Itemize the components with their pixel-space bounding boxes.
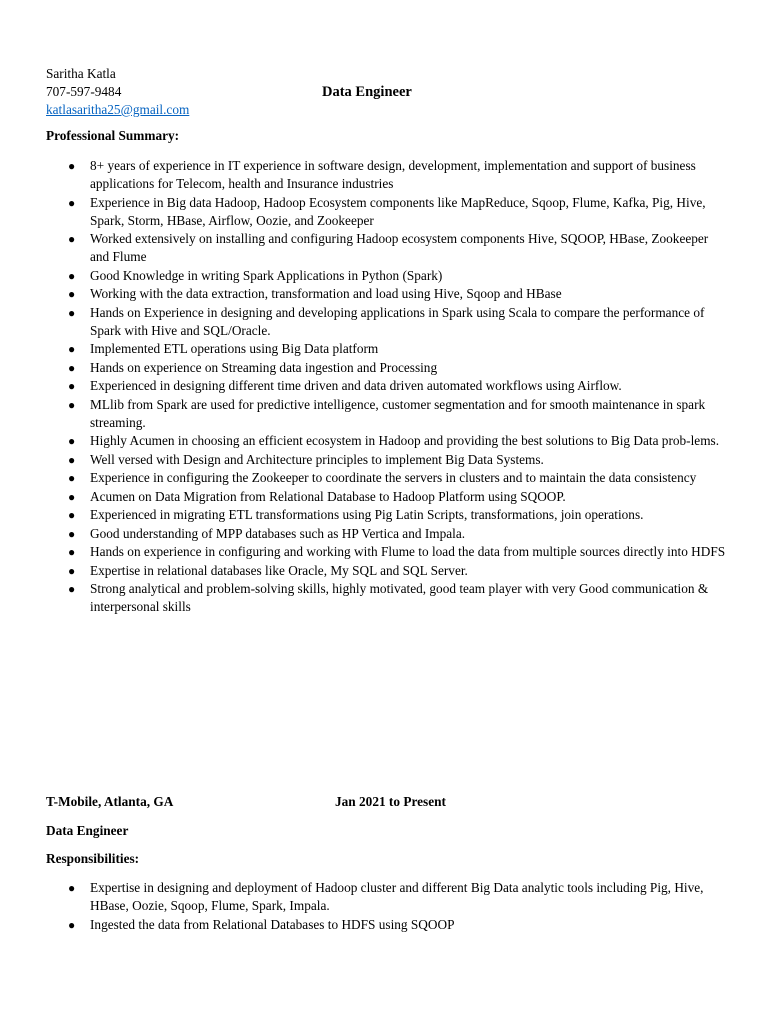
bullet-icon: ● (68, 379, 76, 393)
list-item: ● MLlib from Spark are used for predictive intelligence, customer segmentation and for smooth maintenance in spark streaming. (68, 396, 706, 430)
list-item: ● 8+ years of experience in IT experience in software design, development, implementation and support of business applications for Telecom, health and Insurance industries (68, 158, 696, 191)
list-item: ● Experienced in designing different time driven and data driven automated workflows using Airflow. (68, 378, 622, 393)
job-dates: Jan 2021 to Present (335, 794, 446, 809)
list-item: ● Expertise in designing and deployment of Hadoop cluster and different Big Data analytic tools including Pig, Hive, HBase, Oozie, Sqoop, Flume, Spark, Impala. (68, 880, 704, 913)
bullet-icon: ● (68, 545, 76, 559)
list-item: ● Hands on Experience in designing and developing applications in Spark using Scala to compare the performance of Spark with Hive and SQL/Oracle. (68, 304, 705, 338)
list-item: ● Good understanding of MPP databases such as HP Vertica and Impala. (68, 525, 466, 541)
bullet-icon: ● (68, 471, 76, 485)
bullet-icon: ● (68, 305, 76, 320)
list-item: ● Good Knowledge in writing Spark Applications in Python (Spark) (68, 267, 443, 283)
bullet-icon: ● (68, 268, 76, 283)
contact-email-link[interactable]: katlasaritha25@gmail.com (46, 102, 190, 117)
bullet-icon: ● (68, 881, 76, 895)
responsibilities-heading: Responsibilities: (46, 851, 140, 866)
bullet-icon: ● (68, 917, 76, 932)
summary-heading: Professional Summary: (46, 128, 180, 143)
responsibilities-list (46, 879, 726, 934)
bullet-icon: ● (68, 563, 76, 578)
list-item: ● Ingested the data from Relational Databases to HDFS using SQOOP (68, 916, 455, 932)
bullet-icon: ● (68, 195, 76, 210)
list-item: ● Acumen on Data Migration from Relational Database to Hadoop Platform using SQOOP. (68, 488, 566, 504)
list-item: ● Experience in configuring the Zookeeper to coordinate the servers in clusters and to maintain the data consistency (68, 470, 697, 485)
list-item: ● Well versed with Design and Architecture principles to implement Big Data Systems. (68, 451, 544, 467)
job-role: Data Engineer (46, 823, 129, 838)
list-item: ● Expertise in relational databases like Oracle, My SQL and SQL Server. (68, 562, 468, 578)
summary-list (46, 157, 726, 617)
bullet-icon: ● (68, 508, 76, 522)
list-item: ● Strong analytical and problem-solving skills, highly motivated, good team player with very Good communication & interpersonal skills (68, 581, 709, 614)
bullet-icon: ● (68, 434, 76, 448)
bullet-icon: ● (68, 287, 76, 301)
list-item: ● Highly Acumen in choosing an efficient ecosystem in Hadoop and providing the best solutions to Big Data prob-lems. (68, 433, 720, 448)
list-item: ● Experienced in migrating ETL transformations using Pig Latin Scripts, transformations, join operations. (68, 507, 644, 522)
list-item: ● Implemented ETL operations using Big Data platform (68, 341, 379, 356)
bullet-icon: ● (68, 232, 76, 246)
list-item: ● Experience in Big data Hadoop, Hadoop Ecosystem components like MapReduce, Sqoop, Flume, Kafka, Pig, Hive, Spark, Storm, HBase, Airflow, Oozie, and Zookeeper (68, 194, 706, 228)
bullet-icon: ● (68, 582, 76, 596)
list-item: ● Working with the data extraction, transformation and load using Hive, Sqoop and HBase (68, 286, 562, 301)
job-company: T-Mobile, Atlanta, GA (46, 794, 174, 809)
bullet-icon: ● (68, 489, 76, 504)
contact-name: Saritha Katla (46, 66, 116, 81)
bullet-icon: ● (68, 397, 76, 412)
bullet-icon: ● (68, 360, 76, 375)
document-title: Data Engineer (322, 84, 412, 100)
bullet-icon: ● (68, 526, 76, 541)
bullet-icon: ● (68, 159, 76, 173)
bullet-icon: ● (68, 342, 76, 356)
list-item: ● Hands on experience on Streaming data ingestion and Processing (68, 359, 438, 375)
bullet-icon: ● (68, 452, 76, 467)
list-item: ● Hands on experience in configuring and working with Flume to load the data from multiple sources directly into HDFS (68, 544, 726, 559)
contact-phone: 707-597-9484 (46, 84, 122, 99)
list-item: ● Worked extensively on installing and configuring Hadoop ecosystem components Hive, SQOOP, HBase, Zookeeper and Flume (68, 231, 709, 264)
